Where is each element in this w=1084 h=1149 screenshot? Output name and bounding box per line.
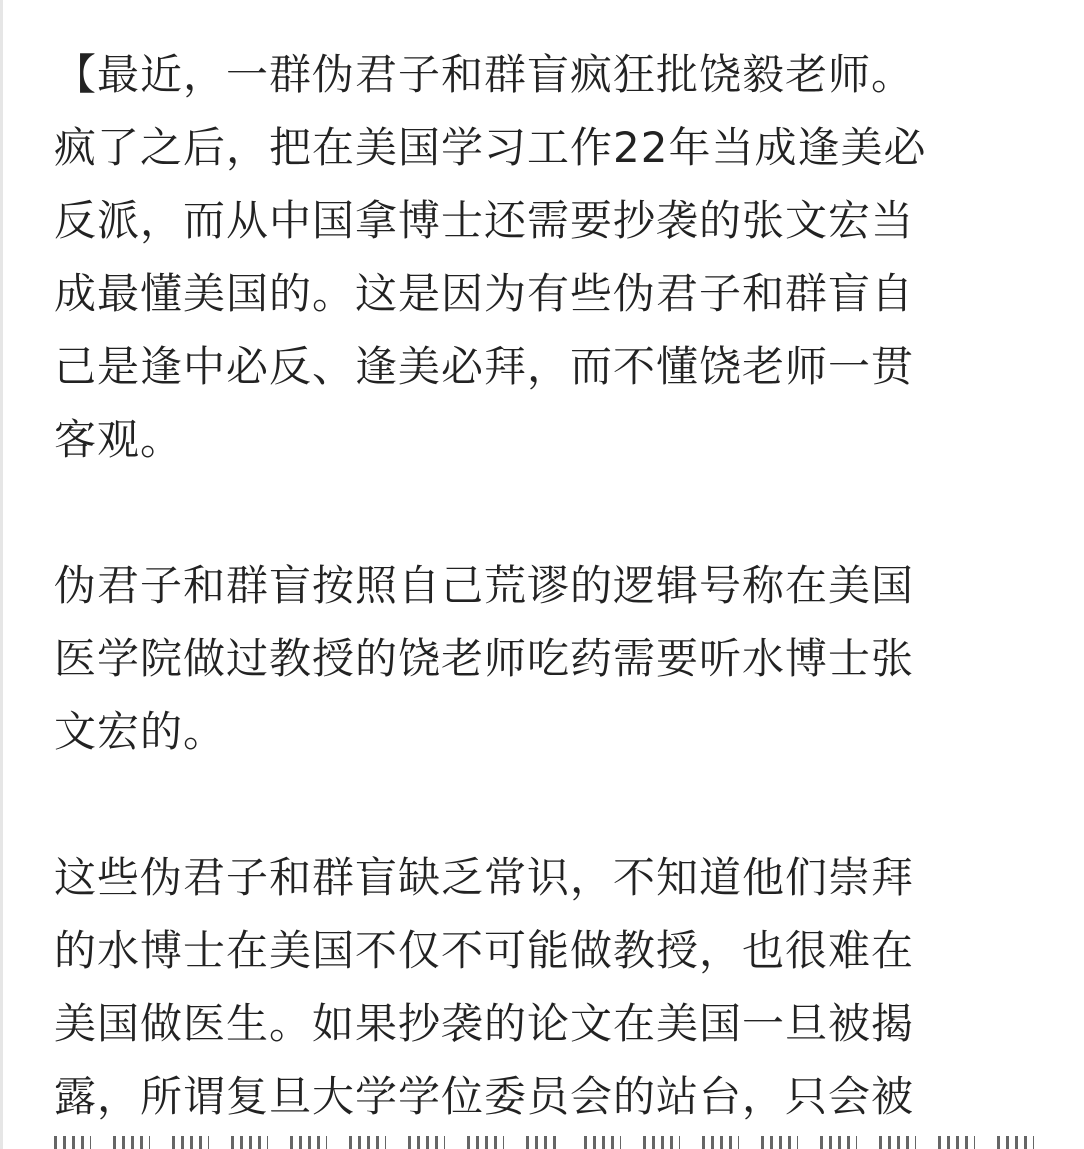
text-line: 反派，而从中国拿博士还需要抄袭的张文宏当	[54, 196, 915, 245]
text-line: 美国做医生。如果抄袭的论文在美国一旦被揭	[54, 999, 915, 1048]
paragraph-gap	[54, 768, 1034, 841]
cutoff-glyph	[761, 1136, 798, 1149]
cutoff-glyph	[879, 1136, 916, 1149]
paragraph-3	[54, 841, 1034, 1133]
cutoff-glyph	[584, 1136, 621, 1149]
text-line: 医学院做过教授的饶老师吃药需要听水博士张	[54, 634, 915, 683]
text-line: 疯了之后，把在美国学习工作22年当成逢美必	[54, 123, 927, 172]
text-line: 己是逢中必反、逢美必拜，而不懂饶老师一贯	[54, 342, 915, 391]
cutoff-glyph	[467, 1136, 504, 1149]
paragraph-2	[54, 549, 1034, 768]
cutoff-glyph	[290, 1136, 327, 1149]
text-line: 这些伪君子和群盲缺乏常识，不知道他们崇拜	[54, 853, 915, 902]
text-line: 客观。	[54, 415, 184, 464]
text-line: 伪君子和群盲按照自己荒谬的逻辑号称在美国	[54, 561, 915, 610]
paragraph-gap	[54, 476, 1034, 549]
cutoff-text-line	[54, 1130, 1034, 1149]
cutoff-glyph	[997, 1136, 1034, 1149]
article-body	[54, 38, 1034, 1133]
cutoff-glyph	[113, 1136, 150, 1149]
cutoff-glyph-row	[54, 1136, 1034, 1149]
cutoff-glyph	[526, 1136, 563, 1149]
cutoff-glyph	[349, 1136, 386, 1149]
text-line: 【最近，一群伪君子和群盲疯狂批饶毅老师。	[54, 50, 915, 99]
text-line: 的水博士在美国不仅不可能做教授，也很难在	[54, 926, 915, 975]
cutoff-glyph	[643, 1136, 680, 1149]
text-line: 露，所谓复旦大学学位委员会的站台，只会被	[54, 1072, 915, 1121]
cutoff-glyph	[408, 1136, 445, 1149]
cutoff-glyph	[54, 1136, 91, 1149]
cutoff-glyph	[172, 1136, 209, 1149]
left-edge-divider	[0, 0, 3, 1149]
cutoff-glyph	[820, 1136, 857, 1149]
cutoff-glyph	[702, 1136, 739, 1149]
text-line: 文宏的。	[54, 707, 227, 756]
cutoff-glyph	[938, 1136, 975, 1149]
text-line: 成最懂美国的。这是因为有些伪君子和群盲自	[54, 269, 915, 318]
paragraph-1	[54, 38, 1034, 476]
cutoff-glyph	[231, 1136, 268, 1149]
